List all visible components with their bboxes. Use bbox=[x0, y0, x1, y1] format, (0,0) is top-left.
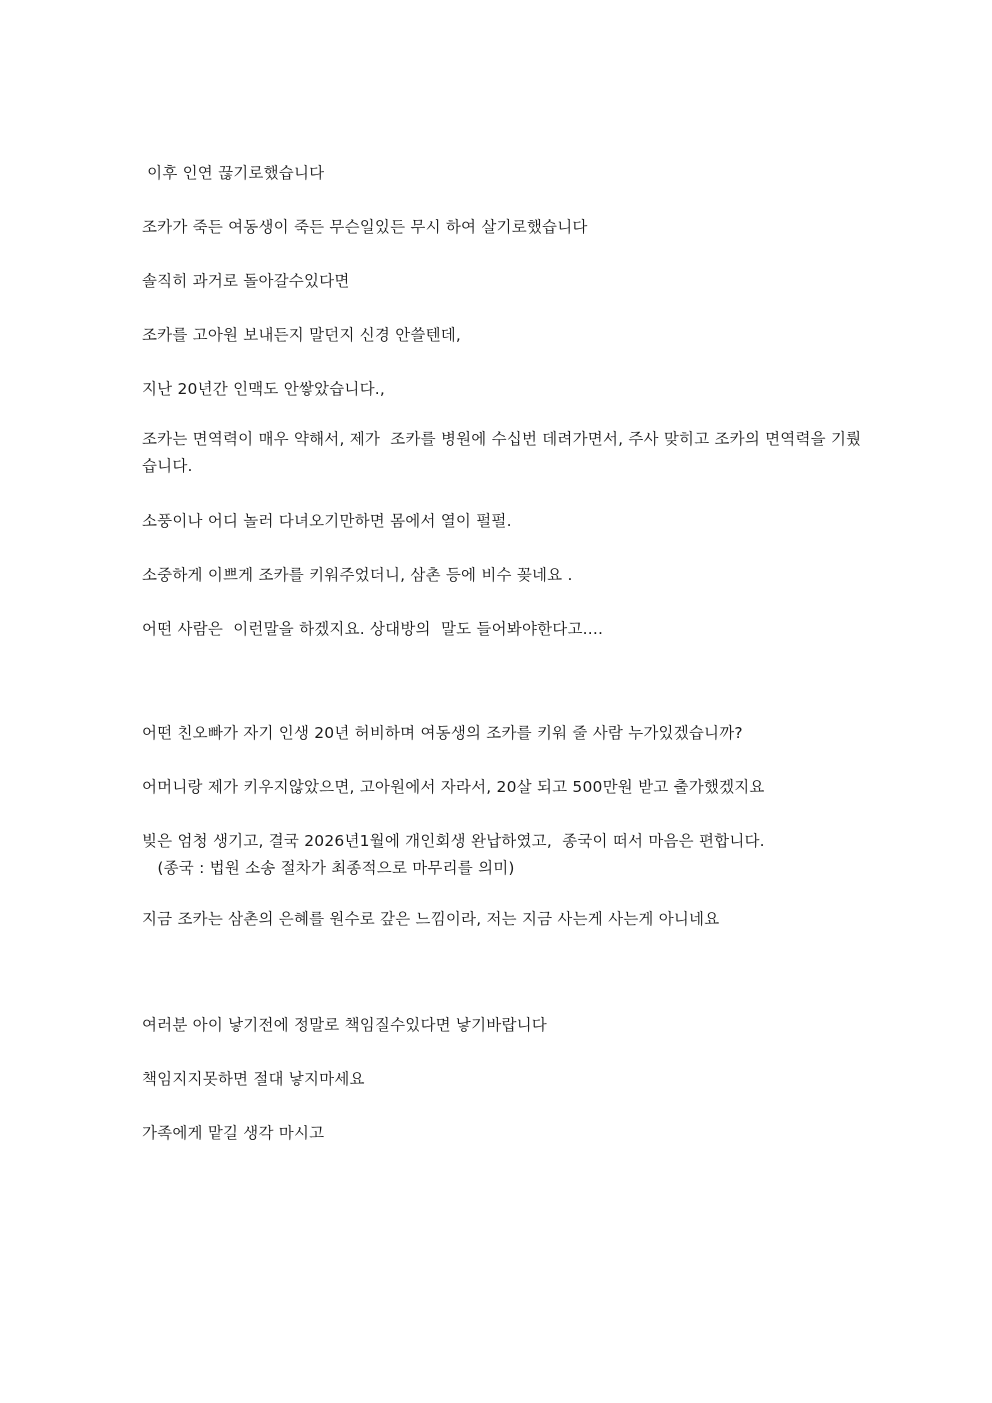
paragraph-other-side: 어떤 사람은 이런말을 하겠지요. 상대방의 말도 들어봐야한다고.... bbox=[142, 620, 604, 638]
paragraph-no-network: 지난 20년간 인맥도 안쌓았습니다., bbox=[142, 380, 386, 398]
paragraph-betrayal: 소중하게 이쁘게 조카를 키워주었더니, 삼촌 등에 비수 꽂네요 . bbox=[142, 566, 573, 584]
paragraph-ignore-whatever: 조카가 죽든 여동생이 죽든 무슨일있든 무시 하여 살기로했습니다 bbox=[142, 218, 588, 236]
paragraph-mother-and-me: 어머니랑 제가 키우지않았으면, 고아원에서 자라서, 20살 되고 500만원 받고 출가했겠지요 bbox=[142, 778, 765, 796]
paragraph-if-go-back: 솔직히 과거로 돌아갈수있다면 bbox=[142, 272, 350, 290]
paragraph-immunity: 조카는 면역력이 매우 약해서, 제가 조카를 병원에 수십번 데려가면서, 주사 맞히고 조카의 면역력을 기뤘습니다. bbox=[142, 430, 862, 475]
paragraph-repaid-with-hatred: 지금 조카는 삼촌의 은혜를 원수로 갚은 느낌이라, 저는 지금 사는게 사는게 아니네요 bbox=[142, 910, 720, 928]
paragraph-cut-ties: 이후 인연 끊기로했습니다 bbox=[142, 164, 325, 182]
paragraph-advice-dont: 책임지지못하면 절대 낳지마세요 bbox=[142, 1070, 365, 1088]
paragraph-debt-rehabilitation: 빚은 엄청 생기고, 결국 2026년1월에 개인회생 완납하였고, 종국이 떠서 마음은 편합니다. (종국 : 법원 소송 절차가 최종적으로 마무리를 의미) bbox=[142, 832, 765, 877]
paragraph-who-would-raise: 어떤 친오빠가 자기 인생 20년 허비하며 여동생의 조카를 키워 줄 사람 누가있겠습니까? bbox=[142, 724, 743, 742]
paragraph-advice-responsibility: 여러분 아이 낳기전에 정말로 책임질수있다면 낳기바랍니다 bbox=[142, 1016, 547, 1034]
paragraph-advice-family: 가족에게 맡길 생각 마시고 bbox=[142, 1124, 325, 1142]
paragraph-fever: 소풍이나 어디 놀러 다녀오기만하면 몸에서 열이 펄펄. bbox=[142, 512, 512, 530]
paragraph-orphanage: 조카를 고아원 보내든지 말던지 신경 안쓸텐데, bbox=[142, 326, 462, 344]
